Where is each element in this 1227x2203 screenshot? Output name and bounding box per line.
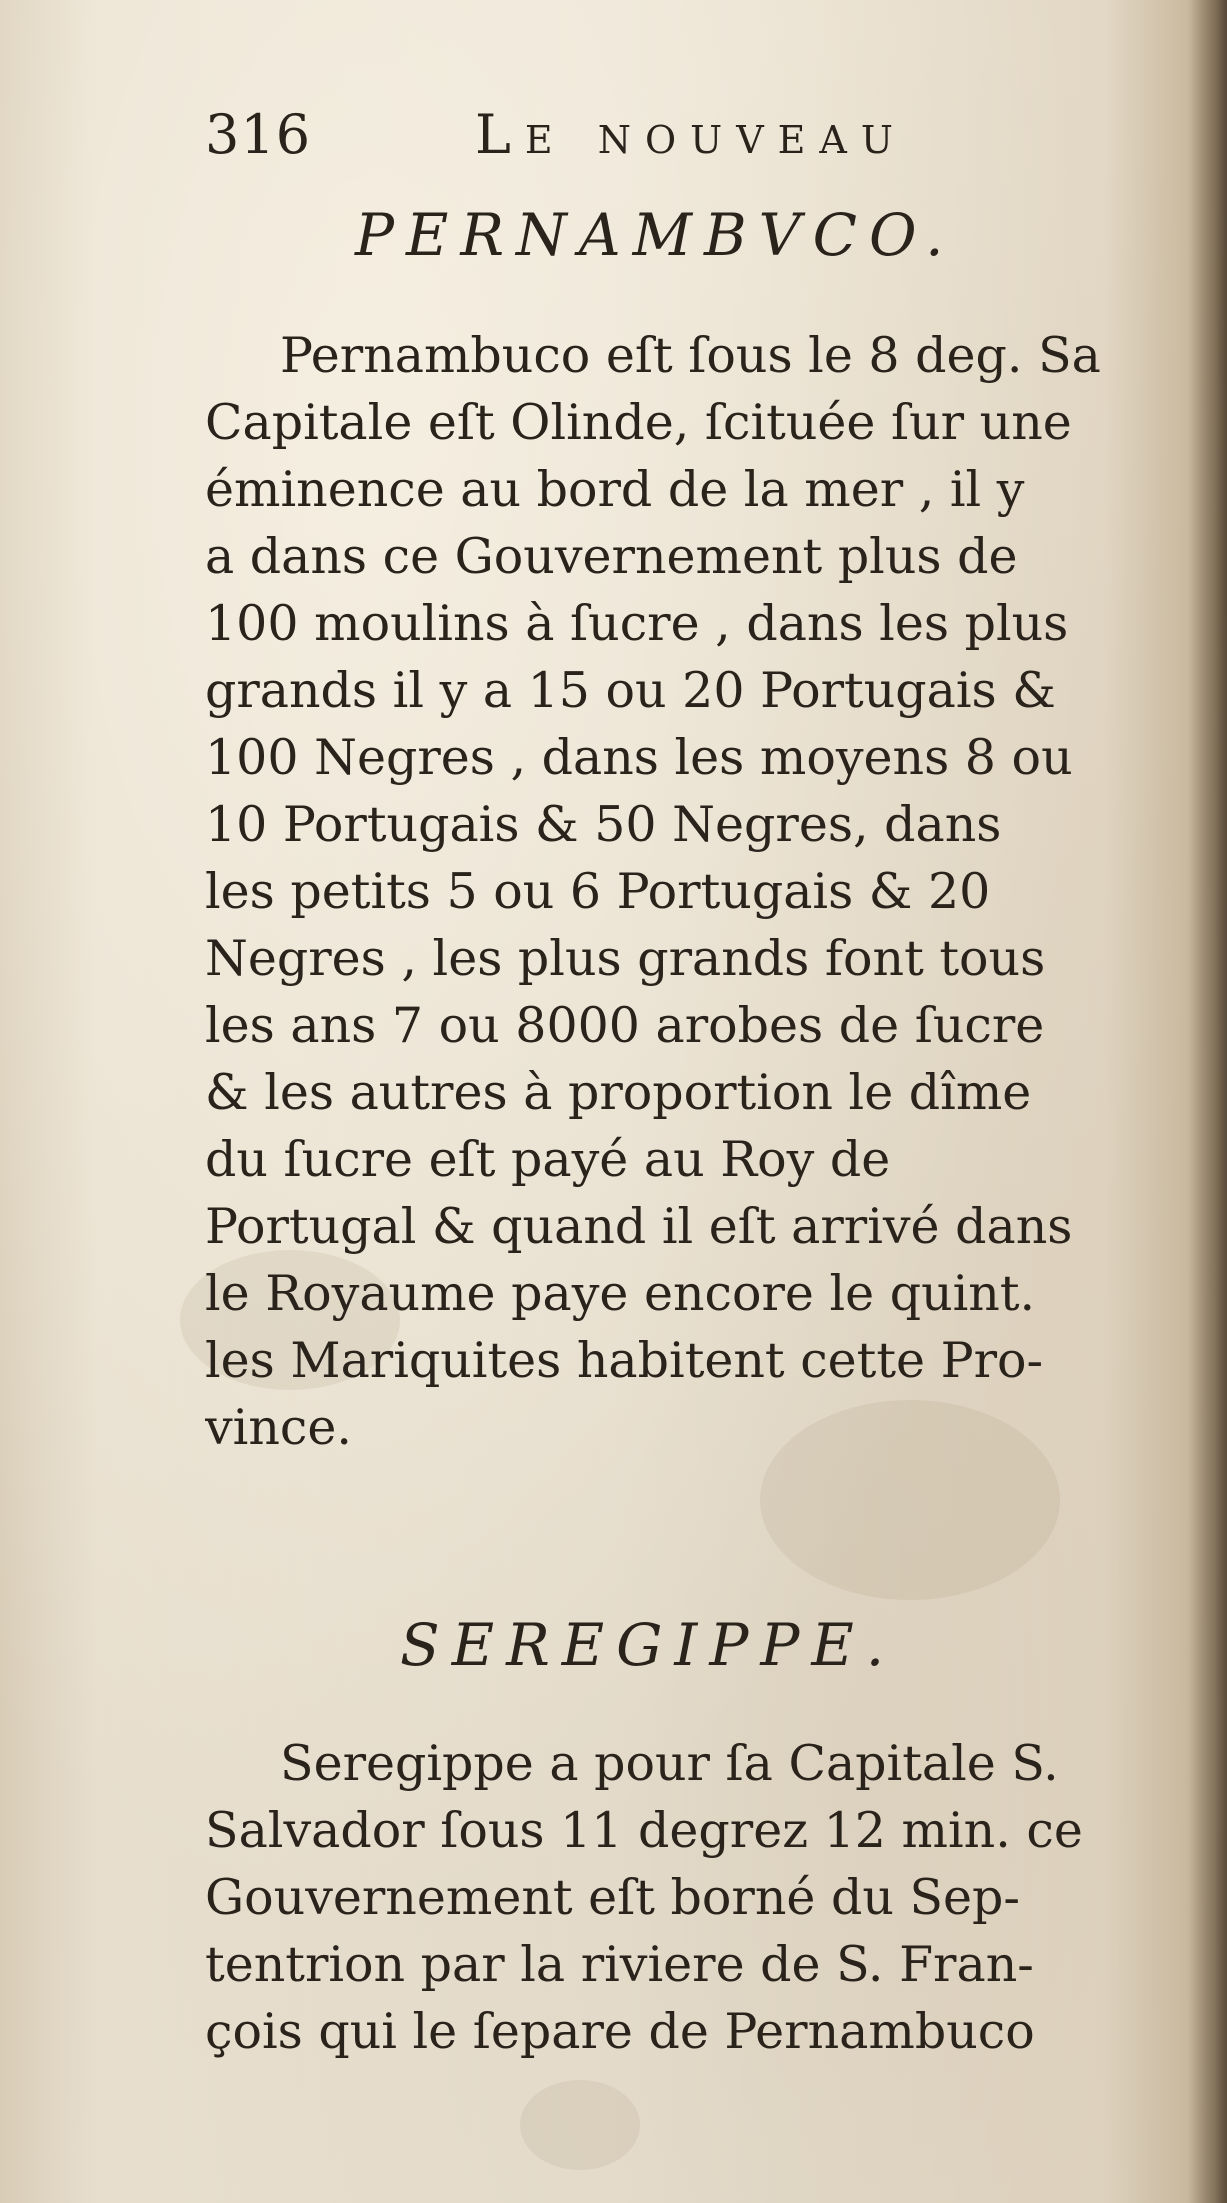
text-line: vince. (205, 1399, 352, 1456)
text-line: éminence au bord de la mer , il y (205, 461, 1025, 518)
text-line: 100 Negres , dans les moyens 8 ou (205, 729, 1073, 786)
text-line: Negres , les plus grands font tous (205, 930, 1046, 987)
section-text (205, 322, 1215, 1461)
text-line: Seregippe a pour ſa Capitale S. (280, 1735, 1059, 1792)
text-line: Portugal & quand il eſt arrivé dans (205, 1198, 1073, 1255)
text-line: 100 moulins à ſucre , dans les plus (205, 595, 1069, 652)
running-head: Le nouveau (475, 103, 907, 166)
text-line: Gouvernement eſt borné du Sep- (205, 1869, 1020, 1926)
text-line: le Royaume paye encore le quint. (205, 1265, 1036, 1322)
text-line: du ſucre eſt payé au Roy de (205, 1131, 891, 1188)
text-line: grands il y a 15 ou 20 Portugais & (205, 662, 1056, 719)
text-line: Salvador ſous 11 degrez 12 min. ce (205, 1802, 1083, 1859)
text-line: 10 Portugais & 50 Negres, dans (205, 796, 1002, 853)
text-line: tentrion par la riviere de S. Fran- (205, 1936, 1034, 1993)
text-line: Capitale eſt Olinde, ſcituée ſur une (205, 394, 1072, 451)
text-line: les Mariquites habitent cette Pro- (205, 1332, 1044, 1389)
section-title: PERNAMBVCO. (355, 201, 956, 269)
text-line: les petits 5 ou 6 Portugais & 20 (205, 863, 991, 920)
text-line: les ans 7 ou 8000 arobes de ſucre (205, 997, 1045, 1054)
text-line: Pernambuco eſt ſous le 8 deg. Sa (280, 327, 1101, 384)
text-line: a dans ce Gouvernement plus de (205, 528, 1018, 585)
page-header (205, 95, 1005, 175)
page-number: 316 (205, 103, 312, 166)
section-title: SEREGIPPE. (400, 1611, 897, 1679)
section-text (205, 1730, 1215, 2065)
text-line: çois qui le ſepare de Pernambuco (205, 2003, 1035, 2060)
text-line: & les autres à proportion le dîme (205, 1064, 1032, 1121)
page-edge-shadow (1187, 0, 1227, 2203)
paper-stain (520, 2080, 640, 2170)
